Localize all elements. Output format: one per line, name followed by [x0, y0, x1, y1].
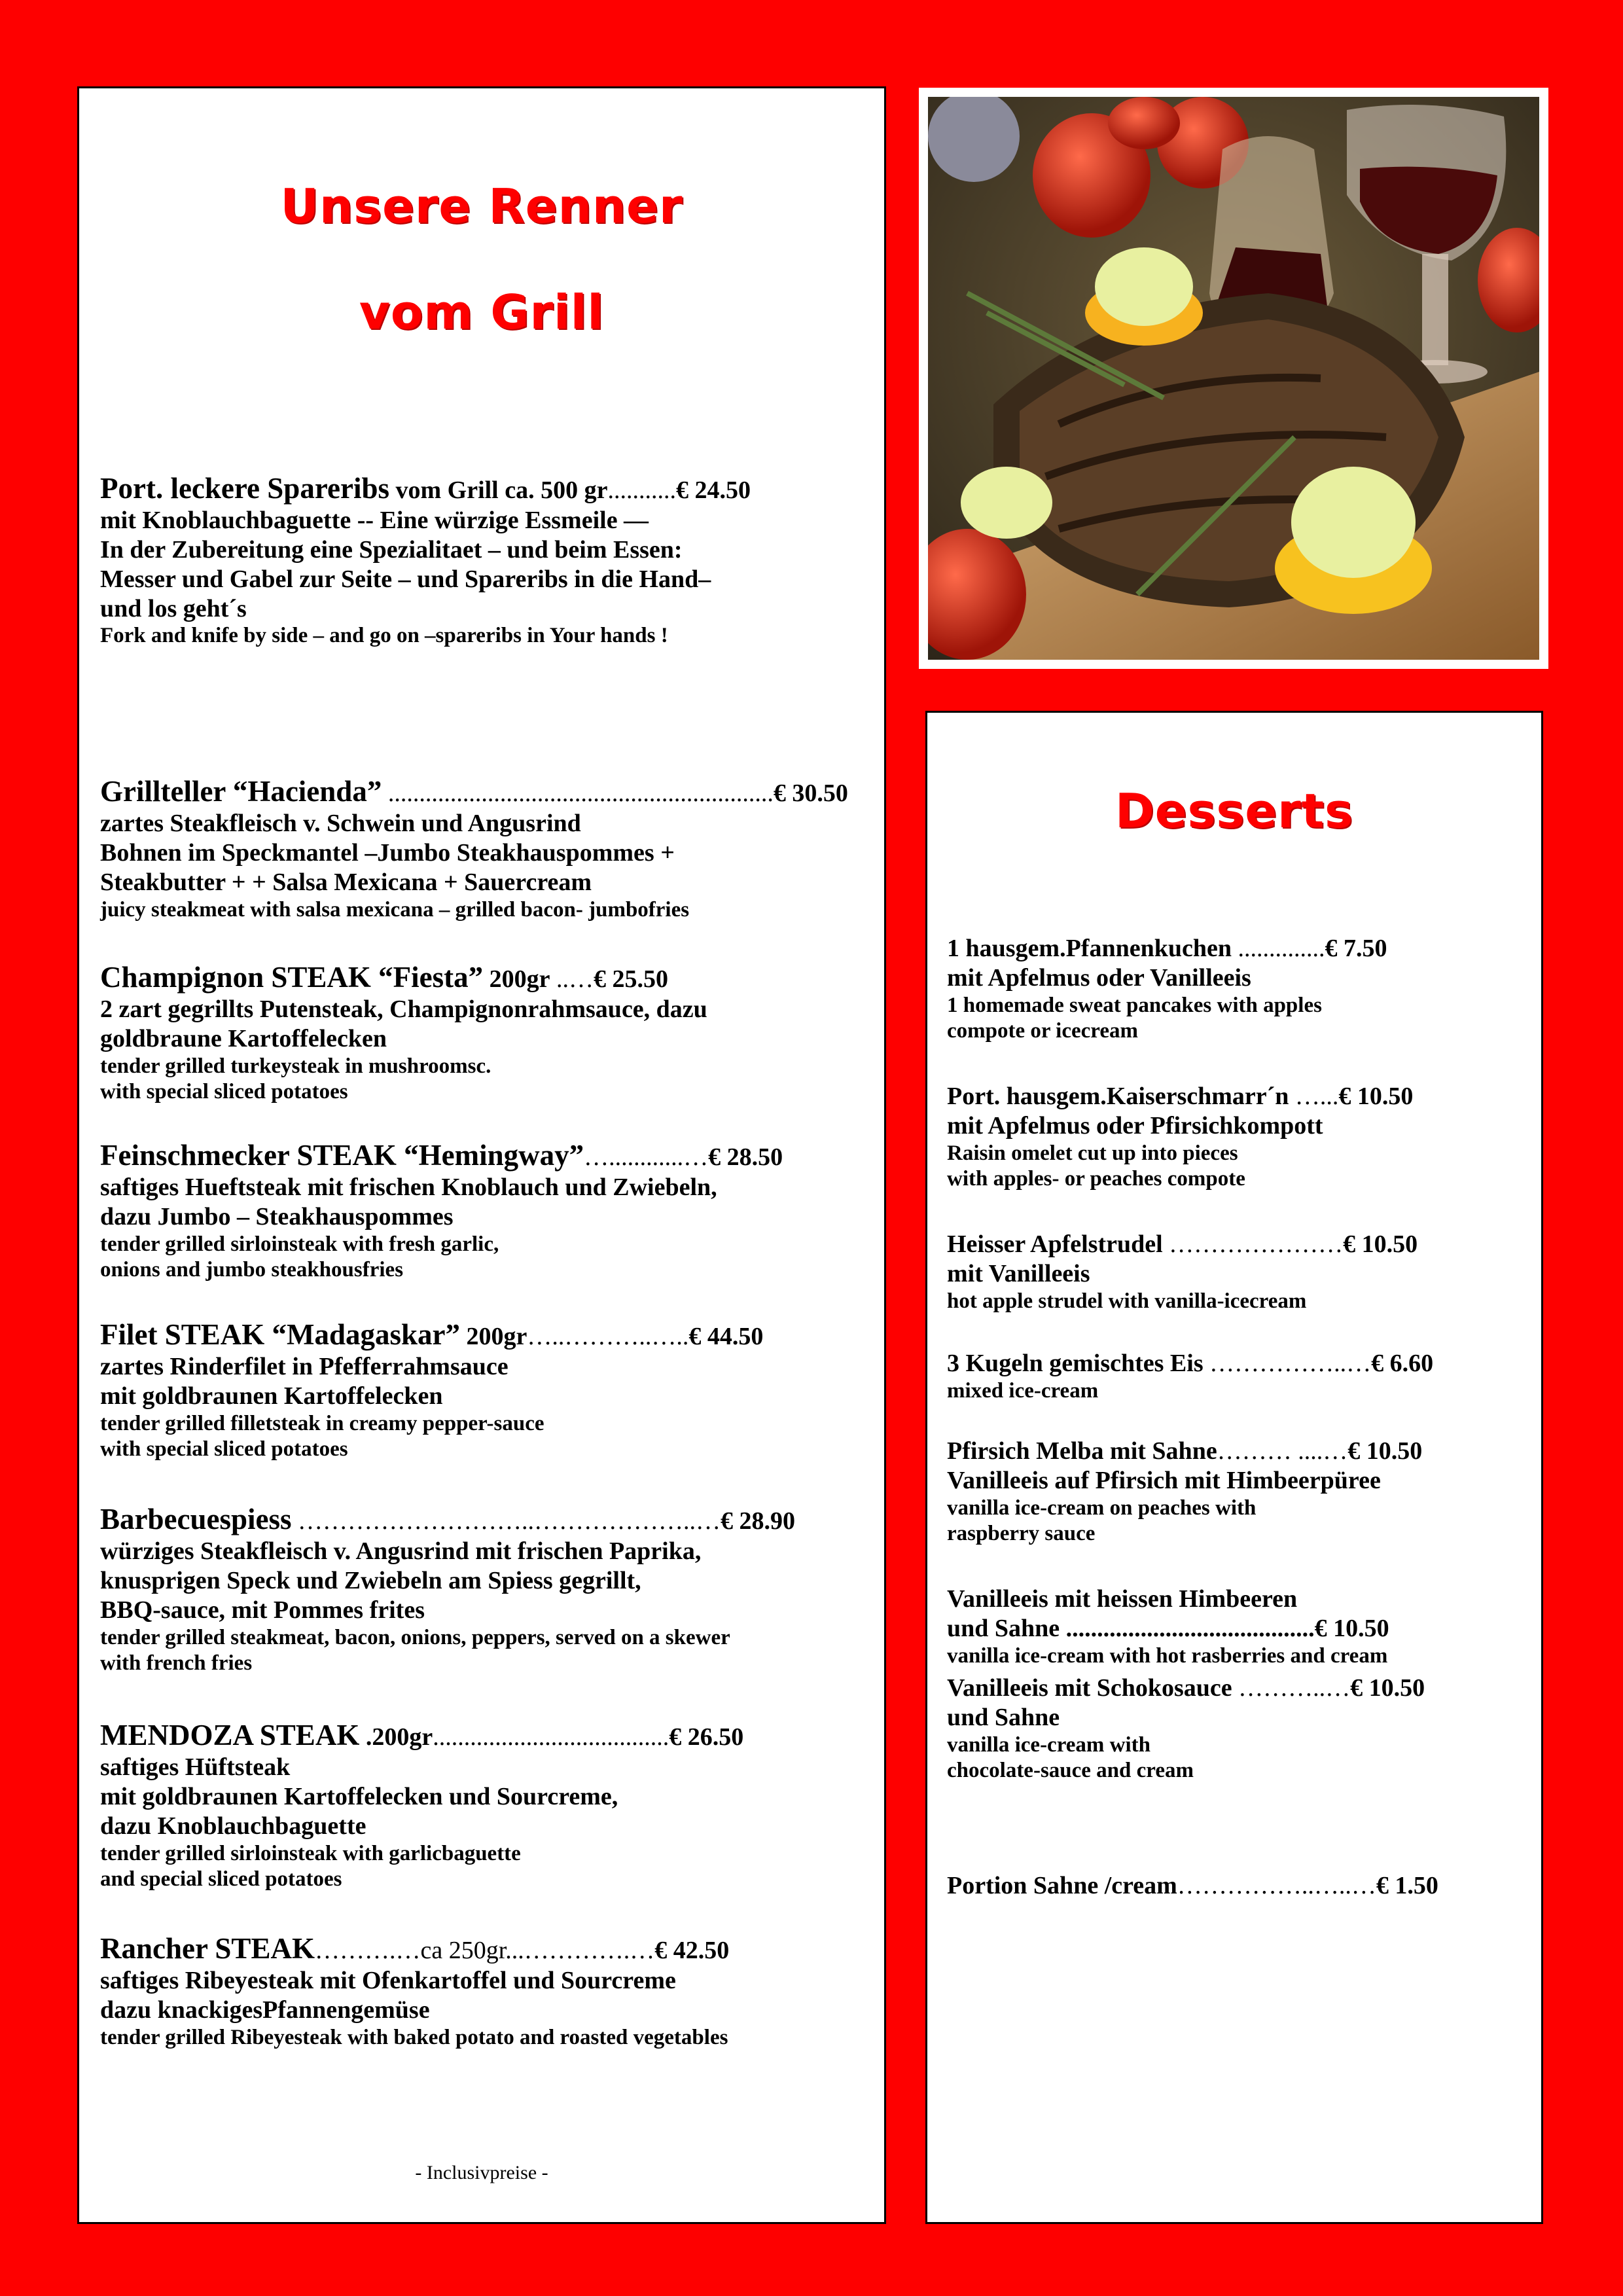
menu-item-description: BBQ-sauce, mit Pommes frites — [100, 1596, 425, 1624]
dessert-item — [947, 1230, 1418, 1314]
dessert-item-name: Heisser Apfelstrudel — [947, 1230, 1163, 1258]
menu-item-description: mit goldbraunen Kartoffelecken und Sourcreme, — [100, 1782, 618, 1810]
dessert-item-price: € 10.50 — [1350, 1674, 1425, 1702]
photo-frame — [919, 88, 1548, 669]
menu-item-price: € 42.50 — [654, 1937, 730, 1964]
dessert-item-name: 3 Kugeln gemischtes Eis — [947, 1350, 1204, 1377]
dessert-item — [947, 1871, 1438, 1901]
menu-item — [100, 1318, 763, 1462]
dessert-item-description: Vanilleeis auf Pfirsich mit Himbeerpüree — [947, 1466, 1381, 1494]
dessert-item-price: € 10.50 — [1338, 1083, 1414, 1110]
menu-item-description: mit goldbraunen Kartoffelecken — [100, 1382, 443, 1410]
menu-item-price: € 44.50 — [688, 1323, 764, 1350]
menu-item — [100, 774, 848, 923]
dessert-item-translation: 1 homemade sweat pancakes with apples — [947, 993, 1322, 1017]
menu-item — [100, 960, 707, 1105]
menu-item-description: zartes Rinderfilet in Pfefferrahmsauce — [100, 1353, 508, 1381]
dessert-item-translation: vanilla ice-cream with — [947, 1732, 1150, 1757]
dessert-item-header — [947, 1674, 1425, 1703]
menu-item — [100, 1138, 783, 1283]
dessert-item-description: mit Apfelmus oder Pfirsichkompott — [947, 1111, 1323, 1139]
menu-item-translation: and special sliced potatoes — [100, 1867, 342, 1891]
dessert-item-translation: hot apple strudel with vanilla-icecream — [947, 1289, 1307, 1313]
dessert-item-header — [947, 1871, 1438, 1901]
menu-item-price: € 24.50 — [675, 476, 751, 504]
menu-item-description: Messer und Gabel zur Seite – und Spareribs in die Hand– — [100, 565, 711, 593]
menu-item-description: zartes Steakfleisch v. Schwein und Angusrind — [100, 810, 581, 838]
menu-item-dots: …..………..….. — [527, 1323, 689, 1350]
menu-item — [100, 1931, 729, 2051]
menu-item-name: Grillteller “Hacienda” — [100, 775, 382, 808]
menu-item-price: € 28.90 — [721, 1507, 795, 1535]
menu-item-weight: 200gr — [483, 965, 550, 993]
menu-item-translation: with french fries — [100, 1651, 253, 1675]
menu-item-translation: onions and jumbo steakhousfries — [100, 1257, 404, 1282]
grill-title-line1: Unsere Renner — [280, 179, 683, 234]
dessert-item-translation: compote or icecream — [947, 1018, 1138, 1043]
menu-item-translation: with special sliced potatoes — [100, 1079, 348, 1103]
menu-item-header — [100, 1138, 783, 1173]
dessert-item-dots: ………..… — [1232, 1674, 1351, 1702]
grill-menu-panel — [77, 86, 886, 2224]
menu-item-name: Filet STEAK “Madagaskar” — [100, 1318, 461, 1351]
menu-item-description: dazu knackigesPfannengemüse — [100, 1996, 430, 2024]
menu-item-description: würziges Steakfleisch v. Angusrind mit frischen Paprika, — [100, 1537, 702, 1566]
desserts-panel — [925, 711, 1543, 2224]
menu-item-name: Barbecuespiess — [100, 1503, 292, 1535]
menu-item-description: 2 zart gegrillts Putensteak, Champignonrahmsauce, dazu — [100, 996, 707, 1024]
menu-item-translation: with special sliced potatoes — [100, 1437, 348, 1461]
dessert-item-name: 1 hausgem.Pfannenkuchen — [947, 935, 1232, 962]
menu-item-description: knusprigen Speck und Zwiebeln am Spiess gegrillt, — [100, 1566, 641, 1594]
menu-item-description: saftiges Hüftsteak — [100, 1753, 291, 1782]
menu-item-header — [100, 1931, 729, 1966]
menu-item-description: mit Knoblauchbaguette -- Eine würzige Essmeile — — [100, 507, 649, 535]
dessert-item-name: Vanilleeis mit heissen Himbeeren — [947, 1585, 1298, 1613]
menu-item-price: € 28.50 — [708, 1143, 783, 1171]
dessert-item-dots: .............. — [1231, 935, 1325, 962]
menu-item-name: Feinschmecker STEAK “Hemingway” — [100, 1139, 584, 1172]
menu-item-header — [100, 774, 848, 809]
dessert-item — [947, 1082, 1413, 1192]
menu-item-weight: .200gr — [359, 1723, 433, 1751]
menu-item-dots: .............................................................. — [382, 780, 774, 807]
dessert-item-translation: raspberry sauce — [947, 1521, 1096, 1545]
dessert-item-price: € 7.50 — [1325, 935, 1387, 962]
menu-item-header — [100, 471, 751, 506]
dessert-item-price: € 1.50 — [1376, 1872, 1438, 1899]
dessert-item-header — [947, 1437, 1422, 1466]
dessert-item-translation: chocolate-sauce and cream — [947, 1758, 1194, 1782]
menu-item-weight: 200gr — [460, 1323, 527, 1350]
footnote: - Inclusivpreise - — [415, 2162, 548, 2183]
menu-item-header — [100, 1718, 743, 1753]
dessert-item-name: Vanilleeis mit Schokosauce — [947, 1674, 1232, 1702]
menu-item-description: dazu Jumbo – Steakhauspommes — [100, 1202, 454, 1230]
dessert-item-dots: ……………..…..… — [1177, 1872, 1376, 1899]
dessert-item-dots: …... — [1289, 1083, 1339, 1110]
dessert-item-translation: vanilla ice-cream on peaches with — [947, 1496, 1257, 1520]
menu-item-dots: ...................................... — [433, 1723, 669, 1751]
menu-item — [100, 471, 751, 649]
dessert-item-description: und Sahne ........................................€ 10.50 — [947, 1614, 1389, 1642]
menu-item-price: € 30.50 — [773, 780, 848, 807]
menu-item-dots: …............… — [584, 1143, 709, 1171]
dessert-item-description: mit Vanilleeis — [947, 1259, 1090, 1287]
dessert-item-translation: with apples- or peaches compote — [947, 1166, 1245, 1191]
menu-item-header — [100, 960, 707, 995]
dessert-item-header — [947, 1082, 1413, 1111]
menu-item-translation: tender grilled sirloinsteak with garlicbaguette — [100, 1841, 521, 1865]
menu-item-translation: tender grilled steakmeat, bacon, onions, peppers, served on a skewer — [100, 1625, 730, 1649]
menu-item-description: dazu Knoblauchbaguette — [100, 1812, 366, 1840]
dessert-item-header — [947, 1585, 1389, 1614]
menu-item-description: und los geht´s — [100, 594, 247, 622]
dessert-item-name: Port. hausgem.Kaiserschmarr´n — [947, 1083, 1289, 1110]
dessert-item-description: mit Apfelmus oder Vanilleeis — [947, 963, 1251, 992]
dessert-item-dots: ……… ....… — [1217, 1437, 1348, 1465]
dessert-item — [947, 934, 1387, 1044]
dessert-item-price: € 10.50 — [1347, 1437, 1423, 1465]
dessert-item — [947, 1349, 1433, 1404]
menu-item-translation: tender grilled Ribeyesteak with baked potato and roasted vegetables — [100, 2025, 728, 2049]
dessert-item-name: Pfirsich Melba mit Sahne — [947, 1437, 1217, 1465]
dessert-item-translation: Raisin omelet cut up into pieces — [947, 1141, 1238, 1165]
dessert-item-price: € 10.50 — [1343, 1230, 1418, 1258]
dessert-item-translation: mixed ice-cream — [947, 1378, 1099, 1403]
menu-item — [100, 1718, 743, 1892]
menu-item-description: saftiges Hueftsteak mit frischen Knoblauch und Zwiebeln, — [100, 1174, 717, 1202]
menu-item-weight: vom Grill ca. 500 gr — [389, 476, 608, 504]
dessert-item-dots: ………………… — [1162, 1230, 1344, 1258]
dessert-item-translation: vanilla ice-cream with hot rasberries and cream — [947, 1643, 1388, 1668]
menu-item-header — [100, 1318, 763, 1352]
dessert-item-header — [947, 934, 1387, 963]
menu-item-dots: ..… — [550, 965, 594, 993]
menu-item-translation: tender grilled sirloinsteak with fresh garlic, — [100, 1232, 499, 1256]
dessert-item — [947, 1674, 1425, 1784]
menu-item-description: Bohnen im Speckmantel –Jumbo Steakhauspommes + — [100, 838, 675, 867]
dessert-item-name: Portion Sahne /cream — [947, 1872, 1177, 1899]
menu-item-dots: ……….…ca 250gr...………….… — [314, 1937, 655, 1964]
menu-item-translation: tender grilled filletsteak in creamy pepper-sauce — [100, 1411, 544, 1435]
menu-item-description: saftiges Ribeyesteak mit Ofenkartoffel und Sourcreme — [100, 1967, 676, 1995]
menu-item-name: Champignon STEAK “Fiesta” — [100, 961, 484, 994]
desserts-title: Desserts — [1115, 783, 1353, 838]
dessert-item — [947, 1437, 1422, 1547]
menu-item-dots: ………………………..………………..… — [291, 1507, 721, 1535]
menu-item-name: MENDOZA STEAK — [100, 1719, 360, 1751]
dessert-item-header — [947, 1349, 1433, 1378]
dessert-item — [947, 1585, 1389, 1669]
menu-item-header — [100, 1502, 795, 1537]
menu-item — [100, 1502, 795, 1676]
menu-item-name: Rancher STEAK — [100, 1932, 315, 1965]
grill-title-line2: vom Grill — [359, 285, 605, 340]
menu-item-description: goldbraune Kartoffelecken — [100, 1024, 387, 1052]
menu-item-description: Steakbutter + + Salsa Mexicana + Sauercream — [100, 868, 592, 896]
dessert-item-header — [947, 1230, 1418, 1259]
menu-item-price: € 26.50 — [669, 1723, 744, 1751]
dessert-item-dots: ……………..… — [1203, 1350, 1372, 1377]
menu-item-translation: Fork and knife by side – and go on –spareribs in Your hands ! — [100, 624, 668, 648]
dessert-item-price: € 6.60 — [1371, 1350, 1434, 1377]
menu-item-price: € 25.50 — [594, 965, 668, 993]
menu-item-name: Port. leckere Spareribs — [100, 472, 389, 505]
steak-photo-icon — [928, 97, 1539, 660]
menu-item-dots: ........... — [607, 476, 676, 504]
menu-item-translation: tender grilled turkeysteak in mushroomsc. — [100, 1054, 491, 1078]
dessert-item-description: und Sahne — [947, 1703, 1060, 1731]
menu-item-description: In der Zubereitung eine Spezialitaet – und beim Essen: — [100, 535, 683, 564]
menu-item-translation: juicy steakmeat with salsa mexicana – grilled bacon- jumbofries — [100, 897, 690, 922]
